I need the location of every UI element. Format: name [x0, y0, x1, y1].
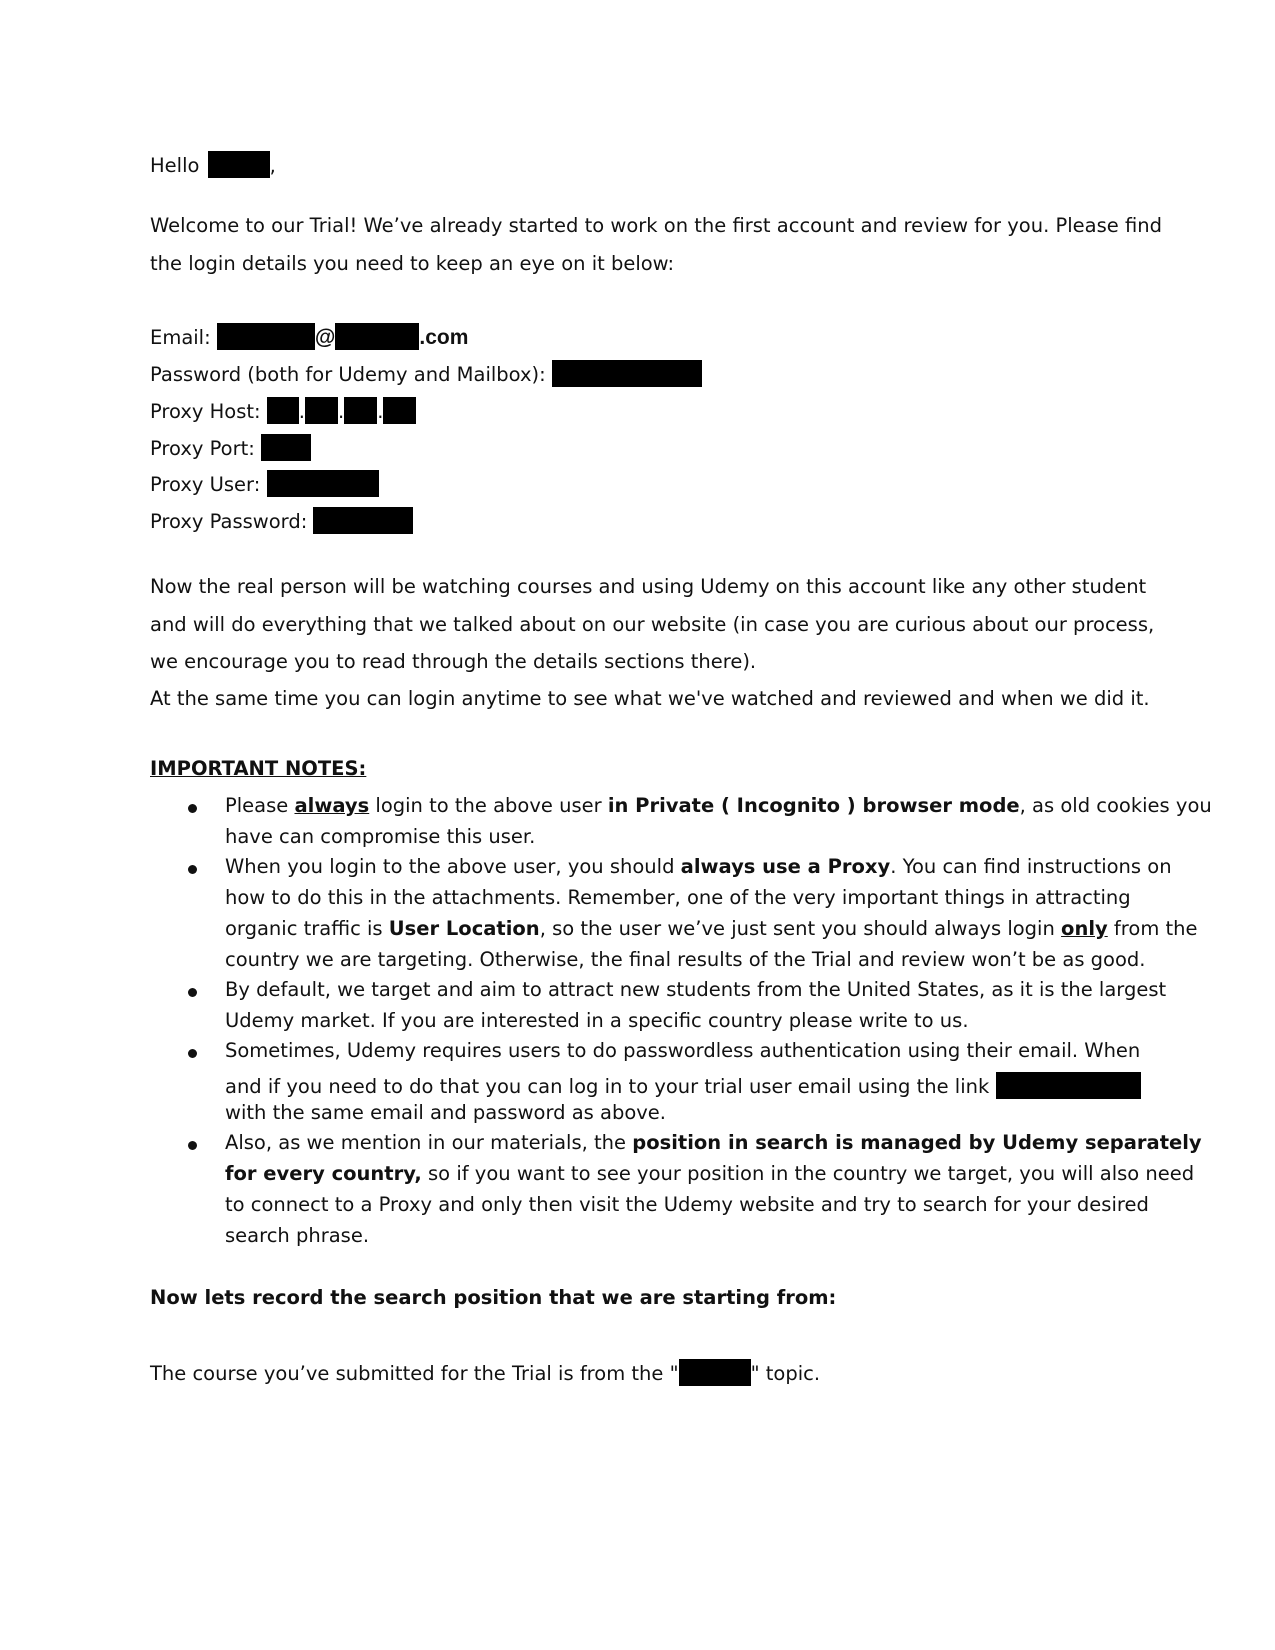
redacted-host-octet-1: [267, 397, 299, 424]
b1-always: always: [294, 794, 370, 817]
email-domain: .com: [419, 326, 469, 349]
b1-text-a: Please: [225, 794, 295, 817]
b2-only: only: [1061, 917, 1108, 940]
bullet-5-line-4: search phrase.: [225, 1224, 370, 1247]
intro-line-1: Now the real person will be watching courses and using Udemy on this account like any other student: [150, 575, 1147, 598]
email-at: @: [314, 326, 336, 349]
password-label: Password (both for Udemy and Mailbox):: [150, 363, 546, 386]
redacted-host-octet-2: [305, 397, 338, 424]
course-suffix: " topic.: [750, 1362, 821, 1385]
b2-text-l3c: , so the user we’ve just sent you should always login: [539, 917, 1062, 940]
bullet-2-line-1: [225, 857, 1172, 877]
proxy-user-line: [150, 470, 379, 497]
redacted-email-user: [217, 323, 315, 350]
bullet-2-line-2: how to do this in the attachments. Remember, one of the very important things in attracting: [225, 886, 1131, 909]
proxy-password-line: [150, 507, 413, 534]
proxy-port-line: [150, 434, 311, 461]
bullet-2-dot: [188, 865, 197, 874]
proxy-host-label: Proxy Host:: [150, 400, 261, 423]
b5-every-country: for every country,: [225, 1162, 422, 1185]
redacted-password: [552, 360, 702, 387]
bullet-4-line-3: with the same email and password as above.: [225, 1101, 667, 1124]
redacted-topic: [679, 1359, 751, 1386]
redacted-proxy-user: [267, 470, 379, 497]
bullet-4-dot: [188, 1049, 197, 1058]
proxy-port-label: Proxy Port:: [150, 437, 255, 460]
b1-text-c: login to the above user: [369, 794, 608, 817]
b2-user-location: User Location: [388, 917, 540, 940]
greeting-line: [150, 151, 276, 178]
bullet-1-line-2: have can compromise this user.: [225, 825, 536, 848]
proxy-password-label: Proxy Password:: [150, 510, 308, 533]
greeting-comma: ,: [269, 154, 276, 177]
b5-text-a: Also, as we mention in our materials, the: [225, 1131, 633, 1154]
redacted-proxy-port: [261, 434, 311, 461]
b2-text-l3e: from the: [1107, 917, 1198, 940]
welcome-line-1: Welcome to our Trial! We’ve already started to work on the first account and review for you. Please find: [150, 214, 1162, 237]
bullet-5-line-1: [225, 1133, 1202, 1153]
redacted-link: [996, 1072, 1141, 1099]
redacted-host-octet-3: [344, 397, 377, 424]
redacted-proxy-password: [313, 507, 413, 534]
course-prefix: The course you’ve submitted for the Trial is from the ": [150, 1362, 679, 1385]
intro-line-3: we encourage you to read through the details sections there).: [150, 650, 757, 673]
b4-text-l2: and if you need to do that you can log in to your trial user email using the link: [225, 1075, 990, 1098]
password-line: [150, 360, 702, 387]
b2-text-c: . You can find instructions on: [890, 855, 1172, 878]
redacted-name: [208, 151, 270, 178]
bullet-1-dot: [188, 804, 197, 813]
bullet-3-dot: [188, 988, 197, 997]
proxy-host-line: [150, 397, 416, 424]
welcome-line-2: the login details you need to keep an eye on it below:: [150, 252, 675, 275]
bullet-5-dot: [188, 1141, 197, 1150]
bullet-4-line-2: [225, 1072, 1141, 1099]
bullet-5-line-3: to connect to a Proxy and only then visit the Udemy website and try to search for your desired: [225, 1193, 1149, 1216]
redacted-email-domain: [335, 323, 419, 350]
intro-line-4: At the same time you can login anytime to see what we've watched and reviewed and when we did it.: [150, 687, 1150, 710]
bullet-3-line-2: Udemy market. If you are interested in a specific country please write to us.: [225, 1009, 969, 1032]
course-topic-line: [150, 1359, 820, 1386]
bullet-2-line-4: country we are targeting. Otherwise, the final results of the Trial and review won’t be as good.: [225, 948, 1146, 971]
greeting-hello: Hello: [150, 154, 200, 177]
important-notes-heading: IMPORTANT NOTES:: [150, 757, 367, 780]
b1-private-mode: in Private ( Incognito ) browser mode: [607, 794, 1020, 817]
b5-text-l2b: so if you want to see your position in the country we target, you will also need: [421, 1162, 1195, 1185]
host-dot-1: .: [298, 400, 305, 423]
intro-line-2: and will do everything that we talked about on our website (in case you are curious about our process,: [150, 613, 1155, 636]
b2-always-proxy: always use a Proxy: [680, 855, 891, 878]
bullet-3-line-1: By default, we target and aim to attract new students from the United States, as it is the largest: [225, 978, 1167, 1001]
redacted-host-octet-4: [383, 397, 416, 424]
bullet-4-line-1: Sometimes, Udemy requires users to do passwordless authentication using their email. When: [225, 1039, 1141, 1062]
record-heading: Now lets record the search position that we are starting from:: [150, 1286, 837, 1309]
host-dot-2: .: [338, 400, 345, 423]
host-dot-3: .: [377, 400, 384, 423]
bullet-2-line-3: [225, 919, 1198, 939]
b5-position-search: position in search is managed by Udemy separately: [632, 1131, 1202, 1154]
b2-text-a: When you login to the above user, you should: [225, 855, 681, 878]
email-line: [150, 323, 468, 350]
b1-text-e: , as old cookies you: [1019, 794, 1212, 817]
bullet-1-line-1: [225, 796, 1212, 816]
b2-text-l3a: organic traffic is: [225, 917, 389, 940]
email-label: Email:: [150, 326, 211, 349]
proxy-user-label: Proxy User:: [150, 473, 261, 496]
bullet-5-line-2: [225, 1164, 1194, 1184]
